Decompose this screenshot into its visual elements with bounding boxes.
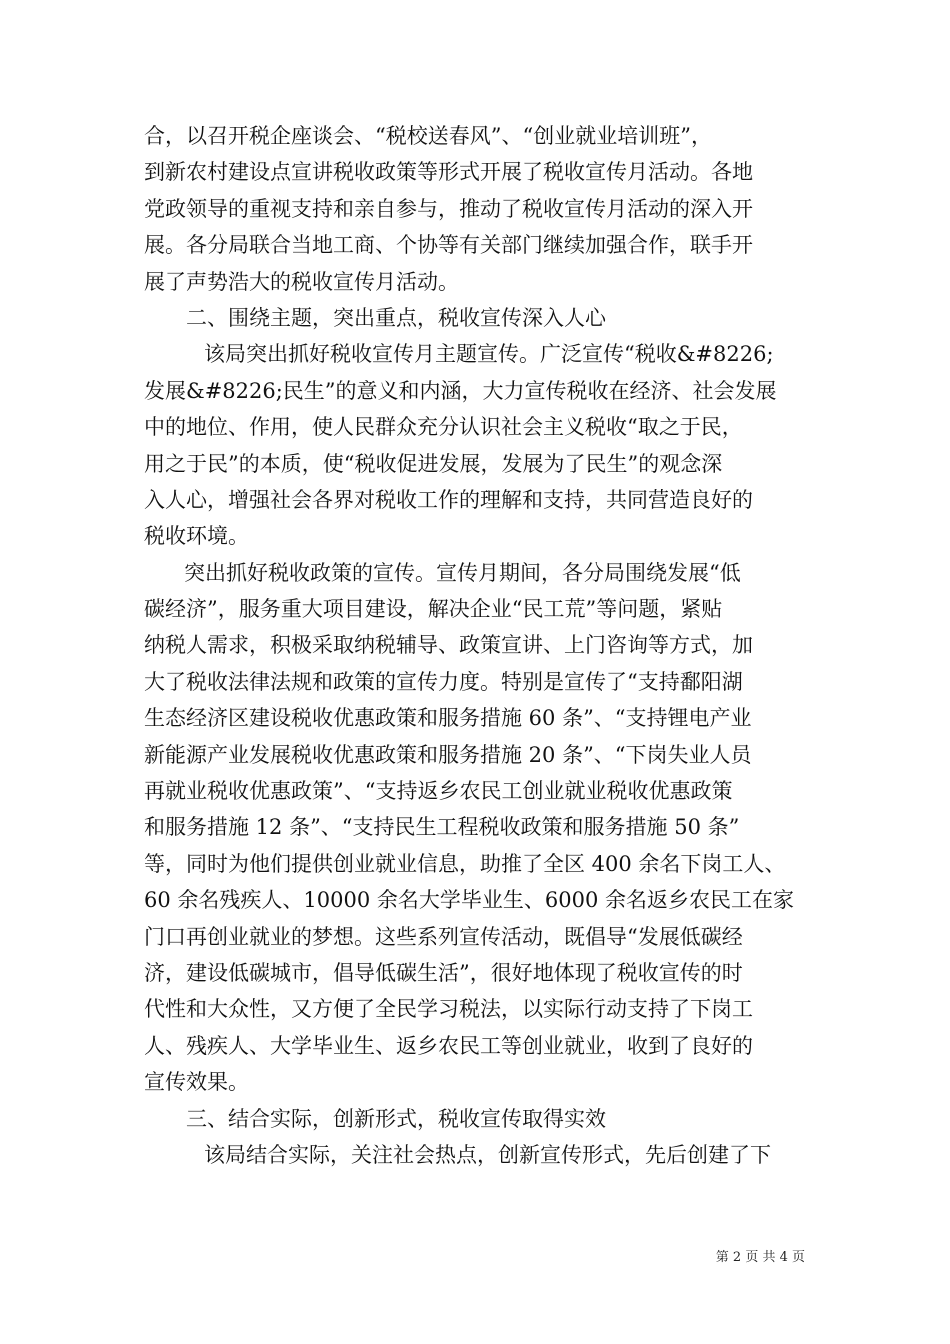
text-line: 发展&#8226;民生”的意义和内涵，大力宣传税收在经济、社会发展 bbox=[144, 378, 777, 403]
text-line: 门口再创业就业的梦想。这些系列宣传活动，既倡导“发展低碳经 bbox=[144, 924, 743, 949]
text-line: 党政领导的重视支持和亲自参与，推动了税收宣传月活动的深入开 bbox=[144, 196, 753, 221]
text-line: 济，建设低碳城市，倡导低碳生活”，很好地体现了税收宣传的时 bbox=[144, 960, 743, 985]
text-line: 新能源产业发展税收优惠政策和服务措施 20 条”、“下岗失业人员 bbox=[144, 742, 752, 767]
text-line: 和服务措施 12 条”、“支持民生工程税收政策和服务措施 50 条” bbox=[144, 815, 740, 840]
text-line: 该局结合实际，关注社会热点，创新宣传形式，先后创建了下 bbox=[204, 1142, 771, 1167]
text-line: 生态经济区建设税收优惠政策和服务措施 60 条”、“支持锂电产业 bbox=[144, 706, 752, 731]
document-body bbox=[144, 118, 810, 1173]
text-line: 入人心，增强社会各界对税收工作的理解和支持，共同营造良好的 bbox=[144, 487, 753, 512]
text-line: 展了声势浩大的税收宣传月活动。 bbox=[144, 269, 459, 294]
text-line: 60 余名残疾人、10000 余名大学毕业生、6000 余名返乡农民工在家 bbox=[144, 888, 794, 913]
text-line: 代性和大众性，又方便了全民学习税法，以实际行动支持了下岗工 bbox=[144, 997, 753, 1022]
section-heading-3: 三、结合实际，创新形式，税收宣传取得实效 bbox=[186, 1106, 606, 1131]
text-line: 该局突出抓好税收宣传月主题宣传。广泛宣传“税收&#8226; bbox=[204, 342, 774, 367]
section-heading-2: 二、围绕主题，突出重点，税收宣传深入人心 bbox=[186, 305, 606, 330]
text-line: 纳税人需求，积极采取纳税辅导、政策宣讲、上门咨询等方式，加 bbox=[144, 633, 753, 658]
text-line: 再就业税收优惠政策”、“支持返乡农民工创业就业税收优惠政策 bbox=[144, 779, 733, 804]
text-line: 展。各分局联合当地工商、个协等有关部门继续加强合作，联手开 bbox=[144, 233, 753, 258]
text-line: 税收环境。 bbox=[144, 524, 249, 549]
text-line: 人、残疾人、大学毕业生、返乡农民工等创业就业，收到了良好的 bbox=[144, 1033, 753, 1058]
text-line: 中的地位、作用，使人民群众充分认识社会主义税收“取之于民， bbox=[144, 415, 743, 440]
text-line: 用之于民”的本质，使“税收促进发展，发展为了民生”的观念深 bbox=[144, 451, 723, 476]
page-number: 第 2 页 共 4 页 bbox=[715, 1250, 805, 1265]
text-line: 大了税收法律法规和政策的宣传力度。特别是宣传了“支持鄱阳湖 bbox=[144, 669, 743, 694]
text-line: 到新农村建设点宣讲税收政策等形式开展了税收宣传月活动。各地 bbox=[144, 160, 753, 185]
text-line: 突出抓好税收政策的宣传。宣传月期间，各分局围绕发展“低 bbox=[184, 560, 741, 585]
text-line: 碳经济”，服务重大项目建设，解决企业“民工荒”等问题，紧贴 bbox=[144, 597, 723, 622]
text-line: 合，以召开税企座谈会、“税校送春风”、“创业就业培训班”， bbox=[144, 124, 712, 148]
text-line: 等，同时为他们提供创业就业信息，助推了全区 400 余名下岗工人、 bbox=[144, 851, 786, 876]
text-line: 宣传效果。 bbox=[144, 1070, 249, 1095]
